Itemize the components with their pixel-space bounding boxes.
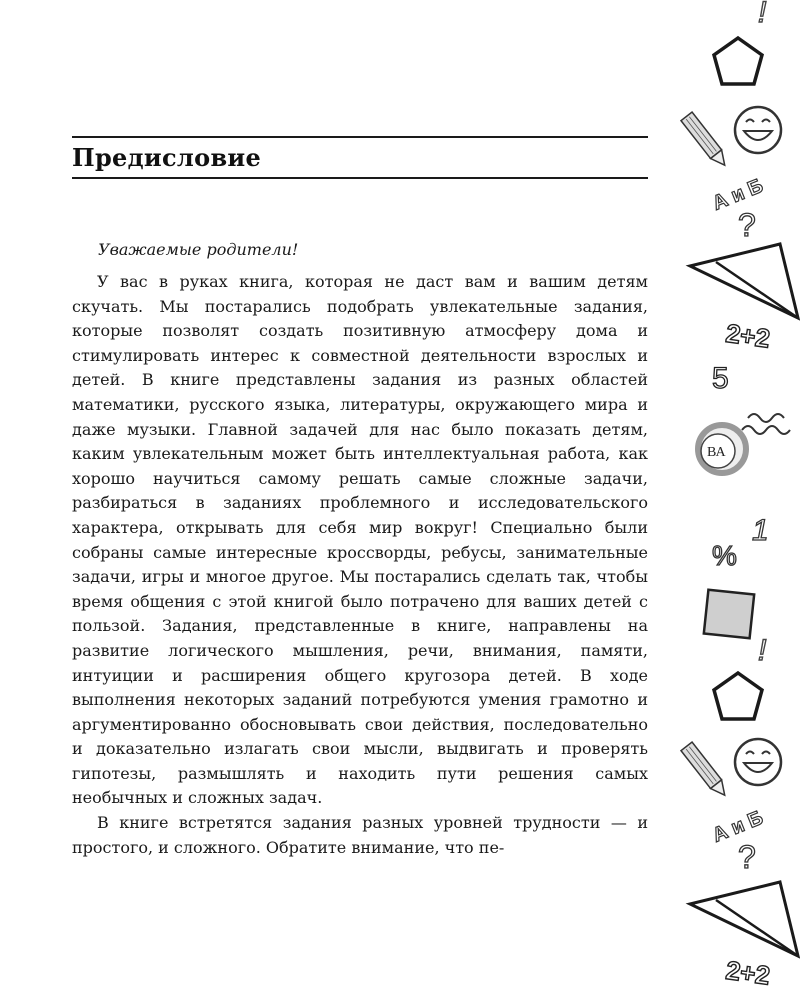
exclamation-icon-2: ! (758, 634, 767, 667)
question-icon-2: ? (738, 839, 756, 875)
paragraph-1: У вас в руках книга, которая не даст вам и вашим детям скучать. Мы постарались подобрать увлекательные задания, которые позволят создать позитивную атмосферу дома и стимулировать интерес к совместной деятельности взрослых и детей. В книге представлены задания из разных областей математики, русского языка, литературы, окружающего мира и даже музыки. Главной задачей для нас было показать детям, каким увлекательным может быть интеллектуальная работа, как хорошо научиться самому решать самые сложные задачи, разбираться в заданиях проблемного и исследовательского характера, открывать для себя мир вокруг! Специально были собраны самые интересные кроссворды, ребусы, занимательные задачи, игры и многое другое. Мы постарались сделать так, чтобы время общения с этой книгой было потрачено для ваших детей с пользой. Задания, представленные в книге, направлены на развитие логического мышления, речи, внимания, памяти, интуиции и расширения общего кругозора детей. В ходе выполнения некоторых заданий потребуются умения грамотно и аргументированно обосновывать свои действия, последовательно и доказательно излагать свои мысли, выдвигать и проверять гипотезы, размышлять и находить пути решения самых необычных и сложных задач. (72, 272, 648, 808)
pentagon-icon-2 (714, 673, 762, 719)
a-i-b-label: А и Б (709, 174, 767, 215)
triangle-icon (690, 244, 798, 318)
one-label: 1 (752, 514, 769, 547)
pencil-icon-2 (681, 742, 730, 799)
a-i-b-label-2: А и Б (709, 806, 767, 847)
smiley-icon-2 (735, 739, 781, 785)
wave-icon (742, 414, 790, 434)
triangle-icon-2 (690, 882, 798, 956)
heading-top-rule (72, 136, 648, 138)
exclamation-icon: ! (758, 0, 767, 29)
paragraph-2: В книге встретятся задания разных уровней трудности — и простого, и сложного. Обратите внимание, что пе- (72, 813, 648, 857)
five-label: 5 (712, 362, 729, 395)
two-plus-two-label: 2+2 (724, 317, 772, 354)
body-text (72, 270, 648, 860)
pencil-icon (681, 112, 730, 169)
page-title: Предисловие (72, 143, 262, 172)
ba-label: ВА (707, 445, 726, 460)
heading-bottom-rule (72, 177, 648, 179)
smiley-icon (735, 107, 781, 153)
graph-paper-icon (704, 590, 754, 639)
ba-badge-icon (698, 425, 746, 473)
percent-icon: % (712, 540, 737, 571)
question-icon: ? (738, 207, 756, 243)
two-plus-two-label-2: 2+2 (724, 954, 772, 991)
pentagon-icon (714, 38, 762, 84)
greeting: Уважаемые родители! (98, 240, 299, 259)
decorative-doodles (680, 0, 800, 1000)
